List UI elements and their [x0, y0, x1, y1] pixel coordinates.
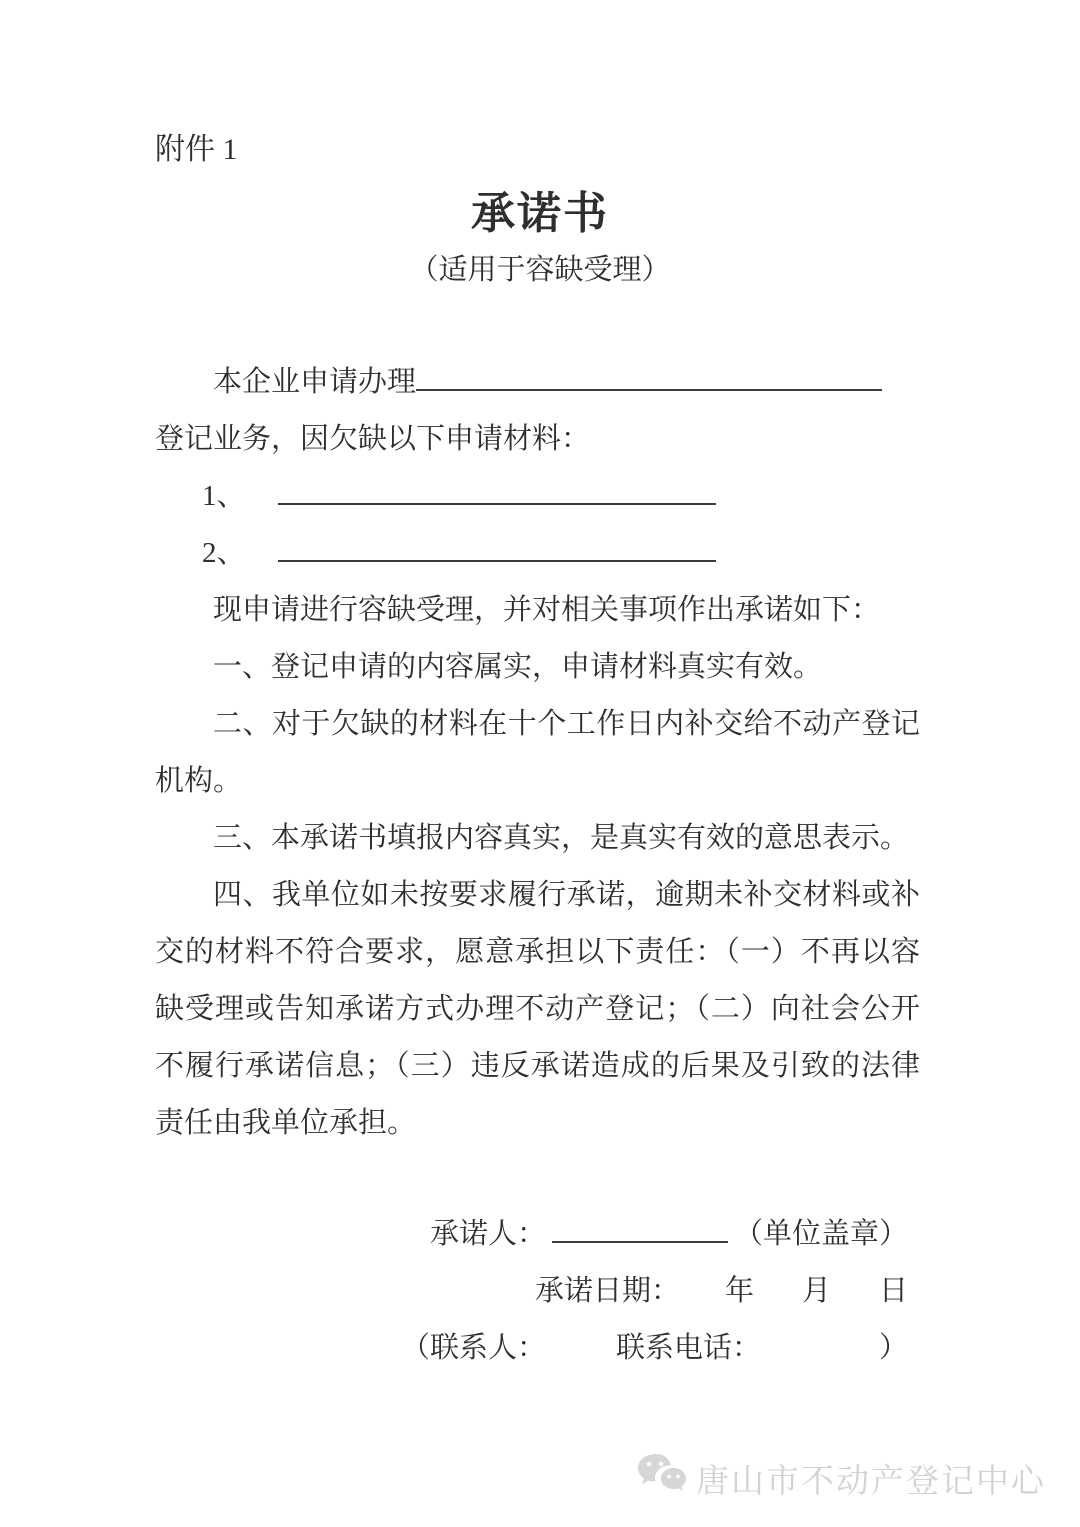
paragraph-opening-continuation: 登记业务，因欠缺以下申请材料： [155, 423, 591, 455]
list-item-number: 1、 [202, 480, 246, 512]
fill-in-line-material-2 [278, 531, 716, 562]
paragraph-clause-4: 四、我单位如未按要求履行承诺，逾期未补交材料或补交的材料不符合要求，愿意承担以下责任：（一）不再以容缺受理或告知承诺方式办理不动产登记；（二）向社会公开不履行承诺信息；（三）违反承诺造成的后果及引致的法律责任由我单位承担。 [155, 879, 920, 1139]
signature-contact-line [155, 1320, 920, 1377]
fill-in-line-material-1 [278, 474, 716, 505]
date-label: 承诺日期： [534, 1275, 680, 1307]
date-unit-year: 年 [724, 1275, 754, 1307]
phone-label: 联系电话： [615, 1332, 761, 1364]
fill-in-line-promisor [552, 1212, 728, 1243]
attachment-label: 附件 1 [155, 133, 238, 166]
list-item-number: 2、 [202, 537, 246, 569]
fill-in-line-registration-type [416, 360, 882, 391]
contact-label: （联系人： [400, 1332, 546, 1364]
seal-note: （单位盖章） [733, 1218, 908, 1250]
watermark-text: 唐山市不动产登记中心 [696, 1464, 1046, 1500]
promisor-label: 承诺人： [429, 1218, 546, 1250]
paragraph-clause-1: 一、登记申请的内容属实，申请材料真实有效。 [213, 651, 823, 683]
document-title: 承诺书 [471, 189, 609, 238]
date-unit-day: 日 [878, 1275, 908, 1307]
paragraph-clause-2: 二、对于欠缺的材料在十个工作日内补交给不动产登记机构。 [155, 708, 920, 797]
wechat-icon [636, 1452, 688, 1505]
signature-block [155, 1206, 920, 1377]
paragraph-clause-3: 三、本承诺书填报内容真实，是真实有效的意思表示。 [213, 822, 910, 854]
contact-close-paren: ） [878, 1332, 908, 1364]
list-item-material-1 [155, 468, 920, 525]
paragraph-opening [155, 354, 920, 411]
paragraph-intro: 现申请进行容缺受理，并对相关事项作出承诺如下： [213, 594, 881, 626]
document-subtitle: （适用于容缺受理） [409, 254, 671, 286]
document-body [155, 354, 920, 1152]
list-item-material-2 [155, 525, 920, 582]
signature-promisor-line [155, 1206, 920, 1263]
watermark [636, 1452, 1046, 1505]
opening-prefix-text: 本企业申请办理 [213, 366, 417, 398]
signature-date-line [155, 1263, 920, 1320]
date-unit-month: 月 [801, 1275, 831, 1307]
